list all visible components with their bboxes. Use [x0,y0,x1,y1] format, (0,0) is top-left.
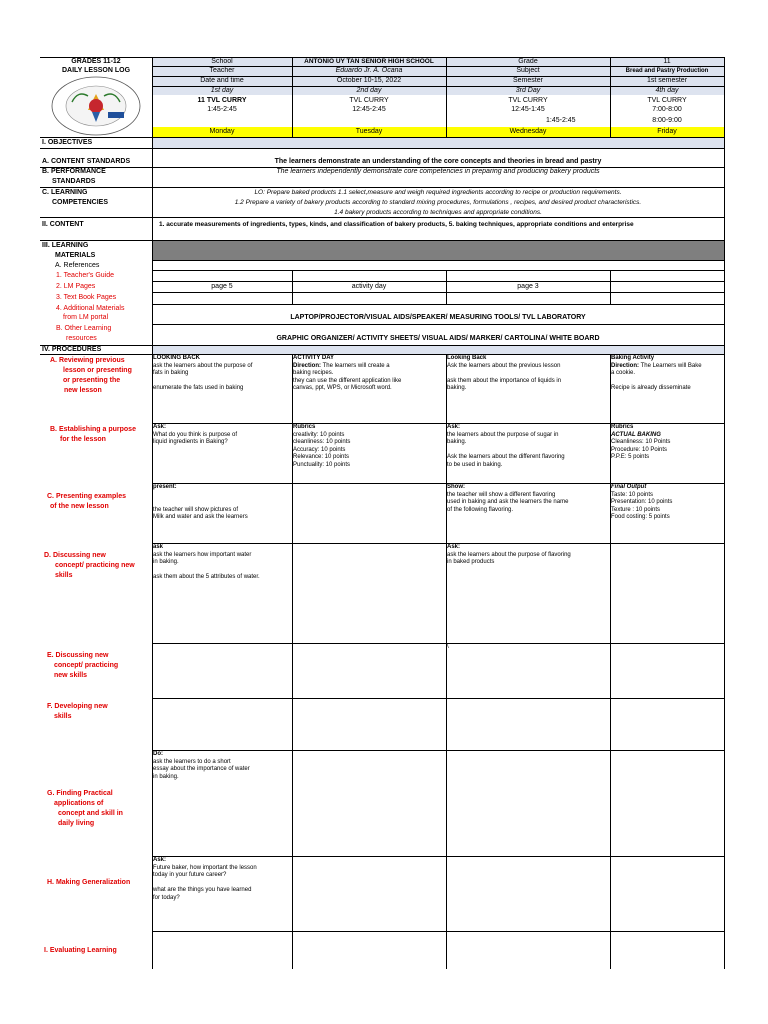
performance-text: The learners independently demonstrate core competencies in preparing and producing bakery products [276,168,600,175]
procedure-cell [611,424,670,462]
procedure-cell-line: Do: [153,751,163,757]
procedure-cell [153,751,250,781]
procedure-label-line: H. Making Generalization [47,879,131,886]
procedure-cell-line: Show: [447,484,465,490]
date-label: Date and time [200,77,244,84]
procedure-label-line: D. Discussing new [44,552,106,559]
school-value: ANTONIO UY TAN SENIOR HIGH SCHOOL [304,58,434,65]
day-4-label: 4th day [655,87,679,94]
procedure-cell-line: fats in baking [153,370,189,377]
procedure-cell-line: What do you think is purpose of [153,431,238,438]
procedure-label-line: A. Reviewing previous [50,357,125,364]
procedure-cell-line: Ask: [153,857,167,863]
procedure-cell-line: baking recipes. [293,370,334,377]
procedure-cell-line [153,378,252,386]
procedure-cell-line: Accuracy: 10 points [293,446,346,453]
teacher-label: Teacher [209,67,235,74]
competencies-text-3: 1.4 bakery products according to techniques and appropriate conditions. [334,209,542,216]
semester-value: 1st semester [646,77,688,84]
procedure-cell-line: present: [153,484,177,490]
day-2-weekday: Tuesday [355,128,383,135]
procedure-label-line: concept/ practicing [54,662,119,669]
procedure-cell [293,355,401,393]
procedures-heading: IV. PROCEDURES [42,346,102,353]
content-text: 1. accurate measurements of ingredients, types, kinds, and classification of bakery products, 5. baking techniques, appropriate conditions and enterprise [159,221,634,228]
procedure-cell-line [153,499,248,507]
grade-value: 11 [663,58,671,65]
procedure-cell-line: Milk and water and ask the learners [153,514,248,521]
procedure-cell [153,424,237,447]
school-label: School [211,58,233,65]
other-resources-label-2: resources [66,335,97,342]
procedure-cell-line [447,447,565,455]
content-standards-label: A. CONTENT STANDARDS [42,158,131,165]
competencies-label-1: C. LEARNING [42,189,88,196]
procedure-label-line: C. Presenting examples [47,493,126,500]
additional-materials-label-2: from LM portal [63,314,109,321]
procedure-label-line: or presenting the [63,377,121,384]
procedure-cell-line: essay about the importance of water [153,766,250,773]
materials-label-1: III. LEARNING [42,242,89,249]
procedure-cell-line: they can use the different application like [293,377,402,384]
objectives-heading: I. OBJECTIVES [42,139,93,146]
content-label: II. CONTENT [42,221,84,228]
procedure-cell-line: Looking Back [447,355,487,361]
procedure-label-line: new lesson [64,387,102,394]
procedure-cell-line: canvas, ppt, WPS, or Microsoft word. [293,385,392,392]
lm-pages-label: 2. LM Pages [56,283,96,290]
procedure-cell-line: ACTUAL BAKING [611,431,661,438]
day-3-time-1: 12:45-1:45 [511,106,545,113]
procedure-cell-line [153,567,260,575]
procedure-label-line: B. Establishing a purpose [50,426,136,433]
procedure-cell-line: in baking. [153,559,179,566]
day-3-weekday: Wednesday [509,128,547,135]
procedure-cell-line: Presentation: 10 points [611,499,673,506]
subject-label: Subject [516,67,540,74]
day-2-class: TVL CURRY [349,97,389,104]
procedure-label-line: skills [55,572,73,579]
procedure-cell [447,544,571,567]
performance-label-1: B. PERFORMANCE [42,168,106,175]
procedure-cell-line: ask the learners about the purpose of flavoring [447,551,571,558]
procedure-cell [153,355,252,393]
additional-materials-label-1: 4. Additional Materials [56,305,125,312]
procedure-cell-line: Ask the learners about the previous lesson [447,362,561,369]
other-resources-label-1: B. Other Learning [56,325,112,332]
procedure-cell-line: for today? [153,894,180,901]
procedure-cell-line: the teacher will show pictures of [153,506,239,513]
procedure-label-line: concept and skill in [58,810,123,817]
procedure-cell-line: Ask the learners about the different flavoring [447,454,565,461]
procedure-cell-line: LOOKING BACK [153,355,200,361]
procedure-cell-line: Ask: [447,544,461,550]
daily-lesson-log-title: DAILY LESSON LOG [61,67,131,74]
procedure-label-line: for the lesson [60,436,106,443]
procedure-label-line: new skills [54,672,88,679]
day-2-label: 2nd day [356,87,382,94]
lm-pages-day-2: activity day [351,283,387,290]
procedure-label-line: lesson or presenting [63,367,132,374]
procedure-cell [293,424,350,470]
procedure-cell-line: Direction: The Learners will Bake [611,362,702,369]
day-3-class: TVL CURRY [508,97,548,104]
day-1-class: 11 TVL CURRY [197,97,247,104]
procedure-cell-line: in baked products [447,559,495,566]
competencies-label-2: COMPETENCIES [52,199,109,206]
grade-label: Grade [518,58,538,65]
teachers-guide-label: 1. Teacher's Guide [56,272,115,279]
procedure-cell-line: \ [447,644,449,650]
procedure-cell [447,644,449,652]
grades-label: GRADES 11-12 [71,58,121,65]
lm-pages-day-3: page 3 [517,283,539,290]
teacher-value: Eduardo Jr. A. Ocana [335,67,403,74]
procedure-cell-line: liquid ingredients in Baking? [153,439,228,446]
procedure-label-line: concept/ practicing new [55,562,135,569]
procedure-cell-line: cleanliness: 10 points [293,439,351,446]
procedure-cell [153,484,248,522]
procedure-cell-line: the learners about the purpose of sugar in [447,431,559,438]
content-standards-text: The learners demonstrate an understanding of the core concepts and theories in bread and pastry [274,158,602,165]
procedure-cell-line: Cleanliness: 10 Points [611,439,671,446]
procedure-cell-line: Recipe is already disseminate [611,385,691,392]
procedure-cell-line: P.P.E: 5 points [611,454,650,461]
procedures-shade [152,345,724,354]
procedure-label-line: E. Discussing new [47,652,109,659]
additional-materials-value: LAPTOP/PROJECTOR/VISUAL AIDS/SPEAKER/ MEASURING TOOLS/ TVL LABORATORY [290,314,586,321]
procedure-cell-line: enumerate the fats used in baking [153,385,244,392]
procedure-cell-line: today in your future career? [153,872,227,879]
day-1-weekday: Monday [209,128,235,135]
procedure-cell-line: a cookie. [611,370,636,377]
procedure-cell-line [611,378,702,386]
procedure-label-line: I. Evaluating Learning [44,947,117,954]
school-seal-logo [48,76,144,136]
procedure-cell-line: Ask: [447,424,461,430]
competencies-text-2: 1.2 Prepare a variety of bakery products according to standard mixing procedures, formulations , recipes, and desired product characteristics. [234,199,642,206]
procedure-cell-line [153,880,257,888]
procedure-label-line: daily living [58,820,95,827]
procedure-cell-line: what are the things you have learned [153,887,252,894]
day-4-time-2: 8:00-9:00 [652,117,682,124]
procedure-cell-line: ask [153,544,164,550]
subject-value: Bread and Pastry Production [625,68,709,74]
procedure-cell-line: Baking Activity [611,355,655,361]
procedure-cell-line: Direction: The learners will create a [293,362,390,369]
performance-label-2: STANDARDS [52,178,96,185]
materials-dark-bar [152,240,724,260]
procedure-cell-line: Final Output [611,484,647,490]
procedure-cell-line: ask the learners about the purpose of [153,362,253,369]
competencies-text-1: LO: Prepare baked products 1.1 select,measure and weigh required ingredients according to recipe or production requirements. [254,189,622,196]
procedure-cell-line: Texture : 10 points [611,506,661,513]
procedure-cell-line: Rubrics [611,424,634,430]
procedure-label-line: G. Finding Practical [47,790,113,797]
procedure-label-line: applications of [54,800,104,807]
lm-pages-day-1: page 5 [211,283,233,290]
day-2-time: 12:45-2:45 [352,106,386,113]
procedure-label-line: of the new lesson [50,503,109,510]
procedure-cell-line: Future baker, how important the lesson [153,864,257,871]
procedure-cell-line [153,492,248,500]
references-label: A. References [55,262,100,269]
materials-label-2: MATERIALS [55,252,96,259]
day-4-weekday: Friday [657,128,677,135]
procedure-label-line: skills [54,713,72,720]
procedure-cell-line: baking. [447,439,467,446]
day-1-label: 1st day [210,87,234,94]
procedure-cell-line: Rubrics [293,424,316,430]
procedure-cell-line: creativity: 10 points [293,431,345,438]
day-3-label: 3rd Day [515,87,541,94]
procedure-cell-line: baking. [447,385,467,392]
procedure-cell-line: Taste: 10 points [611,491,654,498]
procedure-cell-line: used in baking and ask the learners the name [447,499,569,506]
day-3-time-2: 1:45-2:45 [546,117,576,124]
day-1-time: 1:45-2:45 [207,106,237,113]
procedure-cell-line: ask them about the 5 attributes of water. [153,574,260,581]
procedure-cell [611,355,702,393]
procedure-cell-line: Procedure: 10 Points [611,446,668,453]
procedure-cell-line: Relevance: 10 points [293,454,350,461]
procedure-cell-line: ask the learners to do a short [153,758,231,765]
procedure-cell [447,484,568,514]
objectives-shade [152,138,724,148]
procedure-cell-line: to be used in baking. [447,461,503,468]
procedure-cell-line: of the following flavoring. [447,506,514,513]
procedure-cell-line [447,370,561,378]
procedure-cell [447,355,561,393]
day-4-class: TVL CURRY [647,97,687,104]
other-resources-value: GRAPHIC ORGANIZER/ ACTIVITY SHEETS/ VISUAL AIDS/ MARKER/ CARTOLINA/ WHITE BOARD [276,335,600,342]
procedure-cell-line: Punctuality: 10 points [293,461,351,468]
procedure-cell-line: in baking. [153,773,179,780]
procedure-cell-line: ACTIVITY DAY [293,355,335,361]
semester-label: Semester [513,77,543,84]
procedure-cell-line: ask them about the importance of liquids in [447,377,562,384]
procedure-cell-line: Food costing: 5 points [611,514,670,521]
procedure-cell-line: the teacher will show a different flavoring [447,491,556,498]
procedure-cell [153,857,257,903]
procedure-cell-line: Ask: [153,424,167,430]
procedure-cell-line: ask the learners how important water [153,551,252,558]
procedure-cell [611,484,672,522]
procedure-label-line: F. Developing new [47,703,108,710]
day-4-time-1: 7:00-8:00 [652,106,682,113]
text-book-label: 3. Text Book Pages [56,294,117,301]
procedure-cell [447,424,565,470]
date-value: October 10-15, 2022 [336,77,402,84]
procedure-cell [153,544,260,582]
